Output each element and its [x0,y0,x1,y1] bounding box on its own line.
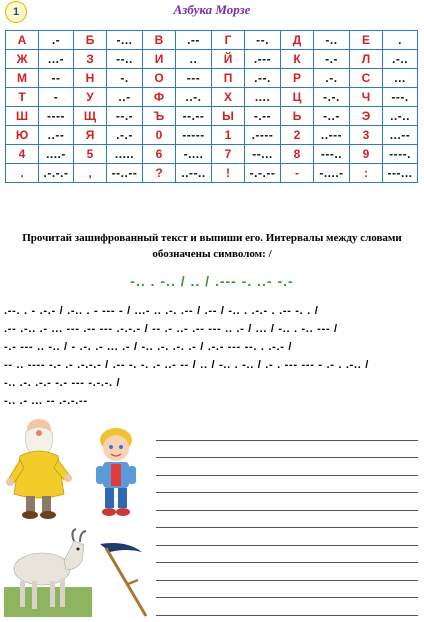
morse-code: .--. [245,69,281,88]
morse-row [6,69,418,88]
morse-code: --.. [107,50,143,69]
morse-table [5,30,418,183]
morse-code: ..... [107,145,143,164]
morse-code: ..-.. [383,107,418,126]
morse-letter: Д [281,31,314,50]
morse-letter: Я [74,126,107,145]
scythe-image [96,540,152,618]
morse-code: .-.- [107,126,143,145]
morse-code: .---- [245,126,281,145]
morse-code: --.-- [176,107,212,126]
answer-lines[interactable] [156,423,418,616]
cipher-line: .--. . - .-.- / .-.. . - --- - / ...- .. .-. .-- / .-- / -.. . .-.- . .-- -. . / [4,305,319,317]
morse-code: ... [383,69,418,88]
morse-code: .-- [176,31,212,50]
morse-code: -.-.-- [245,164,281,183]
morse-code: .- [39,31,74,50]
morse-letter: К [281,50,314,69]
morse-code: -.-. [314,88,350,107]
morse-letter: Х [212,88,245,107]
morse-letter: П [212,69,245,88]
morse-code: . [383,31,418,50]
morse-code: - [39,88,74,107]
morse-code: .--- [245,50,281,69]
morse-code: .-. [314,69,350,88]
morse-letter: ? [143,164,176,183]
morse-letter: У [74,88,107,107]
morse-letter: И [143,50,176,69]
morse-row [6,107,418,126]
morse-code: ..--.. [176,164,212,183]
morse-code: .. [176,50,212,69]
answer-line[interactable] [156,511,418,529]
boy-image [92,426,140,518]
morse-letter: , [74,164,107,183]
cipher-line: -.. .-. .-.- -.- --- -.-.-. / [4,377,121,389]
page-header [0,0,424,28]
goat-image [4,527,92,617]
morse-letter: Ф [143,88,176,107]
morse-letter: С [350,69,383,88]
morse-row [6,126,418,145]
morse-letter: 0 [143,126,176,145]
morse-code: ---- [39,107,74,126]
morse-code: -.-- [245,107,281,126]
morse-letter: Н [74,69,107,88]
morse-code: ..- [107,88,143,107]
morse-code: -....- [314,164,350,183]
cipher-line: -.. .- ... -- .-.-.-- [4,395,88,407]
morse-code: -- [39,69,74,88]
morse-letter: . [6,164,39,183]
morse-row [6,50,418,69]
morse-code: ---... [383,164,418,183]
morse-letter: Ь [281,107,314,126]
morse-code: ---. [383,88,418,107]
morse-code: -.- [314,50,350,69]
morse-row [6,145,418,164]
morse-letter: 1 [212,126,245,145]
page-title: Азбука Морзе [173,2,251,17]
morse-letter: 6 [143,145,176,164]
morse-letter: Е [350,31,383,50]
answer-line[interactable] [156,563,418,581]
morse-letter: Т [6,88,39,107]
morse-letter: 2 [281,126,314,145]
cipher-line: .-- .-.. .- ... --- .-- --- .-.-.- / -- .- ..- .-- --- .. .- / ... / -.. . -.. --- / [4,323,338,335]
morse-letter: О [143,69,176,88]
morse-letter: : [350,164,383,183]
morse-letter: З [74,50,107,69]
morse-code: --... [245,145,281,164]
morse-letter: Ъ [143,107,176,126]
morse-letter: ! [212,164,245,183]
morse-code: ...-- [383,126,418,145]
morse-row [6,31,418,50]
morse-letter: Б [74,31,107,50]
morse-letter: Щ [74,107,107,126]
morse-letter: Л [350,50,383,69]
answer-line[interactable] [156,423,418,441]
morse-code: ..--- [314,126,350,145]
morse-code: -..- [314,107,350,126]
morse-code: -.... [176,145,212,164]
answer-line[interactable] [156,546,418,564]
morse-code: ....- [39,145,74,164]
morse-letter: 8 [281,145,314,164]
morse-letter: Г [212,31,245,50]
morse-code: ...- [39,50,74,69]
morse-letter: Ч [350,88,383,107]
example-code: -.. . -.. / .. / .--- -. ..- -.- [130,273,294,289]
morse-letter: 4 [6,145,39,164]
morse-code: ----- [176,126,212,145]
cipher-line: -- .. ---- -.- .- .-.-.- / .-- -. -. .- ..- -- / .. / -.. . -.. / .- . --- --- - .- . .-.. / [4,359,369,371]
morse-code: .-.. [383,50,418,69]
morse-code: --..-- [107,164,143,183]
morse-letter: М [6,69,39,88]
morse-letter: Э [350,107,383,126]
answer-line[interactable] [156,476,418,494]
morse-letter: В [143,31,176,50]
morse-letter: - [281,164,314,183]
morse-letter: Й [212,50,245,69]
morse-letter: Ю [6,126,39,145]
morse-row [6,88,418,107]
morse-code: ..-- [39,126,74,145]
answer-line[interactable] [156,458,418,476]
morse-letter: 3 [350,126,383,145]
morse-letter: Ш [6,107,39,126]
morse-code: .-.-.- [39,164,74,183]
morse-letter: Р [281,69,314,88]
morse-row [6,164,418,183]
answer-line[interactable] [156,441,418,459]
morse-code: --- [176,69,212,88]
morse-code: ..-. [176,88,212,107]
morse-code: -.. [314,31,350,50]
morse-letter: Ц [281,88,314,107]
morse-code: .... [245,88,281,107]
morse-code: ----. [383,145,418,164]
morse-letter: 9 [350,145,383,164]
cipher-line: -.- --- .. -.. / - .-. .- ... .- / -.. .-. .-. .- / .-.- --- --. . .-.- / [4,341,293,353]
morse-letter: 5 [74,145,107,164]
answer-line[interactable] [156,598,418,616]
morse-letter: Ы [212,107,245,126]
page-number-badge: 1 [5,1,27,23]
morse-code: -... [107,31,143,50]
cipher-text [4,305,422,413]
answer-line[interactable] [156,528,418,546]
morse-code: -. [107,69,143,88]
morse-letter: 7 [212,145,245,164]
answer-line[interactable] [156,493,418,511]
morse-letter: А [6,31,39,50]
morse-code: ---.. [314,145,350,164]
morse-letter: Ж [6,50,39,69]
morse-code: --. [245,31,281,50]
grandfather-image [6,416,72,520]
instruction-text: Прочитай зашифрованный текст и выпиши его. Интервалы между словами обозначены символом: / [22,232,402,260]
morse-code: --.- [107,107,143,126]
answer-line[interactable] [156,581,418,599]
